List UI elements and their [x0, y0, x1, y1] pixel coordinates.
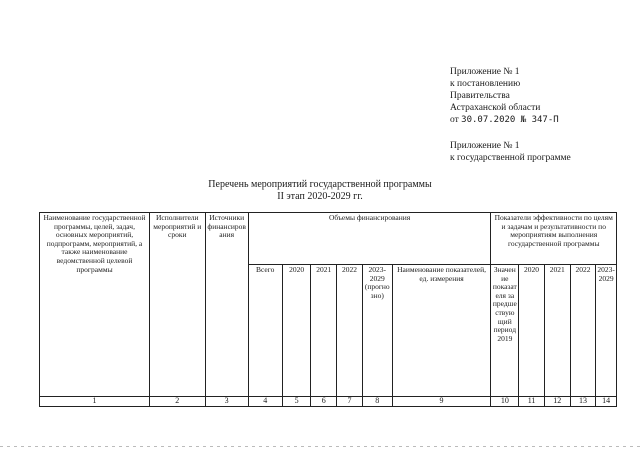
column-number: 12 — [544, 397, 570, 407]
header-total: Всего — [248, 265, 282, 397]
header-2022: 2022 — [337, 265, 363, 397]
header-ind-2021: 2021 — [544, 265, 570, 397]
title-line: II этап 2020-2029 гг. — [277, 191, 363, 202]
activities-table — [39, 212, 617, 407]
document-title — [160, 179, 480, 203]
header-indicators: Показатели эффективности по целям и задачам и результативности по мероприятиям выполнения государственной программы — [491, 213, 617, 265]
header-indicator-name: Наименование показателей, ед. измерения — [392, 265, 491, 397]
header-2023-2029: 2023-2029 (прогнозно) — [362, 265, 392, 397]
column-number: 10 — [491, 397, 519, 407]
appendix-line: Правительства — [450, 91, 510, 101]
header-prev-value: Значение показателя за предшествующий период 2019 — [491, 265, 519, 397]
date-value: 30.07.2020 № 347-П — [461, 115, 559, 125]
header-ind-2023-2029: 2023-2029 — [596, 265, 617, 397]
column-number: 13 — [570, 397, 596, 407]
scan-artifact-line — [0, 446, 640, 447]
column-number: 6 — [311, 397, 337, 407]
column-number: 1 — [40, 397, 150, 407]
appendix-date — [450, 114, 571, 126]
appendix-line: Астраханской области — [450, 103, 541, 113]
column-number: 2 — [150, 397, 206, 407]
column-number: 9 — [392, 397, 491, 407]
title-line: Перечень мероприятий государственной программы — [208, 179, 432, 190]
column-number: 4 — [248, 397, 282, 407]
header-2020: 2020 — [282, 265, 311, 397]
header-sources: Источники финансирования — [205, 213, 248, 397]
column-number: 5 — [282, 397, 311, 407]
column-number: 7 — [337, 397, 363, 407]
column-number: 11 — [519, 397, 545, 407]
date-prefix: от — [450, 115, 459, 125]
column-number: 14 — [596, 397, 617, 407]
header-name: Наименование государственной программы, целей, задач, основных мероприятий, подпрограмм, мероприятий, а также наименование ведомственной целевой программы — [40, 213, 150, 397]
column-number: 3 — [205, 397, 248, 407]
header-ind-2022: 2022 — [570, 265, 596, 397]
appendix-line: к государственной программе — [450, 153, 571, 163]
header-2021: 2021 — [311, 265, 337, 397]
header-ind-2020: 2020 — [519, 265, 545, 397]
appendix-line: Приложение № 1 — [450, 141, 520, 151]
header-financing: Объемы финансирования — [248, 213, 491, 265]
appendix-line: Приложение № 1 — [450, 67, 520, 77]
appendix-line: к постановлению — [450, 79, 521, 89]
appendix-block — [450, 66, 571, 164]
header-executors: Исполнители мероприятий и сроки — [150, 213, 206, 397]
column-number: 8 — [362, 397, 392, 407]
